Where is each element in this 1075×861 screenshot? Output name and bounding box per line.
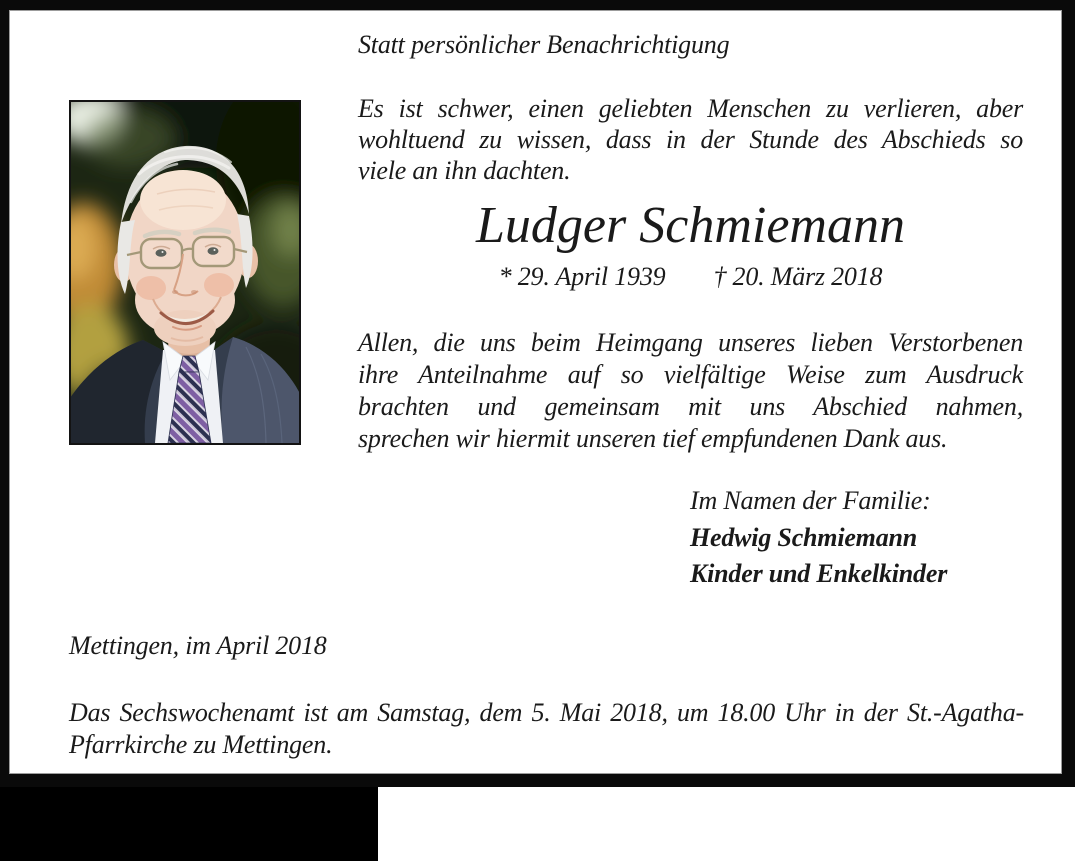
intro-line: Es ist schwer, einen geliebten Menschen zu verlieren, aber xyxy=(358,94,1023,123)
family-name: Kinder und Enkelkinder xyxy=(690,559,948,588)
dates-gap xyxy=(665,261,713,293)
family-name: Hedwig Schmiemann xyxy=(690,522,918,552)
life-dates xyxy=(358,261,1023,293)
redaction-block xyxy=(0,787,378,861)
thanks-line: sprechen wir hiermit unseren tief empfundenen Dank aus. xyxy=(358,424,948,453)
service-announcement xyxy=(69,697,1024,761)
family-signature xyxy=(690,483,947,593)
thanks-paragraph xyxy=(358,327,1023,455)
service-line: Das Sechswochenamt ist am Samstag, dem 5. Mai 2018, um 18.00 Uhr in der St.-Agatha- xyxy=(69,698,1024,727)
service-line: Pfarrkirche zu Mettingen. xyxy=(69,730,333,759)
thanks-line: Allen, die uns beim Heimgang unseres lieben Verstorbenen xyxy=(358,328,1023,357)
thanks-line: brachten und gemeinsam mit uns Abschied nahmen, xyxy=(358,392,1023,421)
thanks-line: ihre Anteilnahme auf so vielfältige Weise zum Ausdruck xyxy=(358,360,1023,389)
family-intro: Im Namen der Familie: xyxy=(690,486,931,515)
intro-paragraph xyxy=(358,93,1023,186)
place-date: Mettingen, im April 2018 xyxy=(69,631,327,660)
portrait-photo-image xyxy=(71,102,299,443)
birth-date: * 29. April 1939 xyxy=(498,262,666,291)
portrait-photo xyxy=(69,100,301,445)
intro-line: wohltuend zu wissen, dass in der Stunde des Abschieds so xyxy=(358,125,1023,154)
intro-line: viele an ihn dachten. xyxy=(358,156,571,185)
notice-header: Statt persönlicher Benachrichtigung xyxy=(358,30,730,59)
death-date: † 20. März 2018 xyxy=(713,262,883,291)
deceased-name: Ludger Schmiemann xyxy=(476,197,905,254)
